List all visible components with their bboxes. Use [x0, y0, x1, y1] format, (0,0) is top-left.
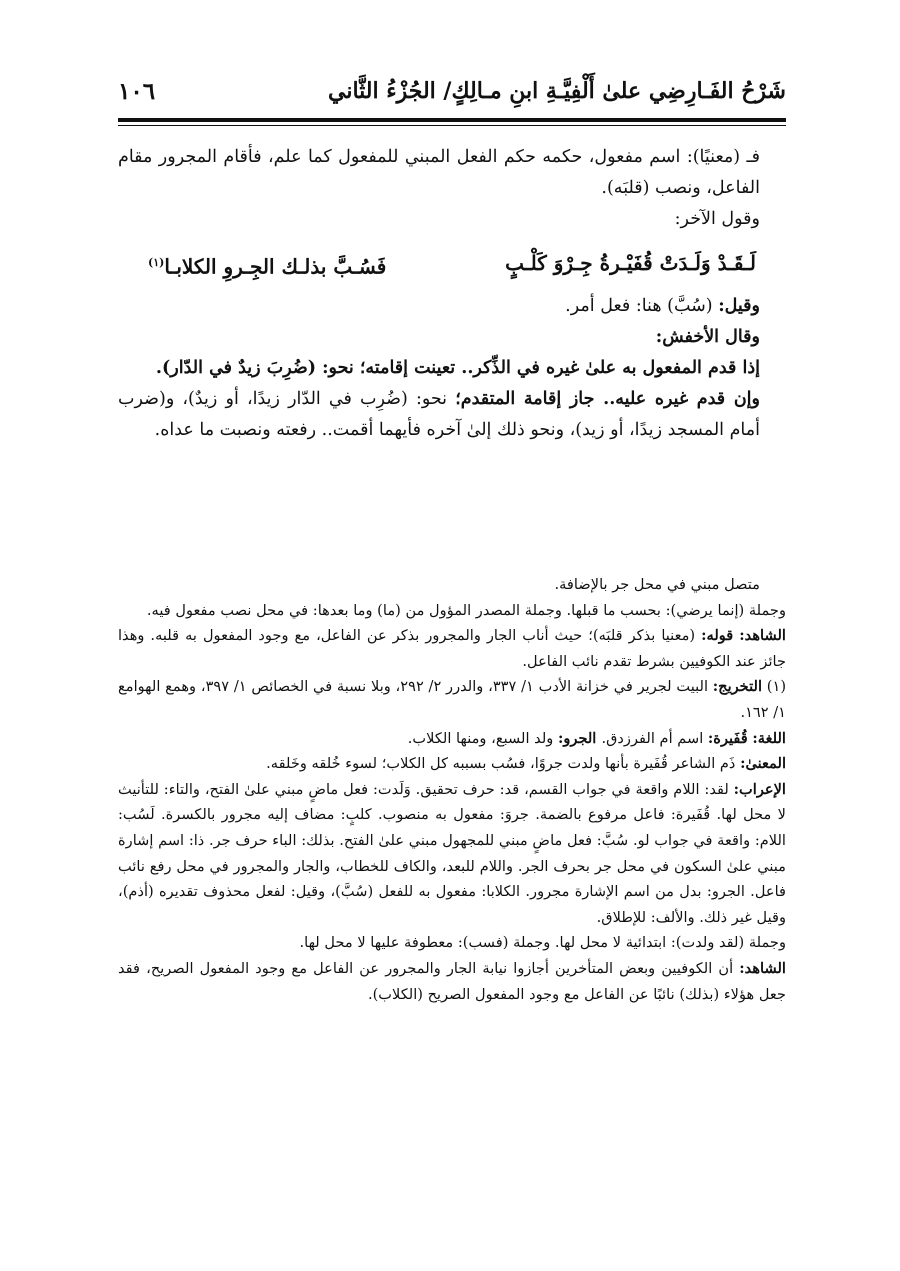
- paragraph: فـ (معنيًا): اسم مفعول، حكمه حكم الفعل المبني للمفعول كما علم، فأقام المجرور مقام الفاعل، ونصب (قلبَه).: [118, 147, 760, 198]
- paragraph: وقول الآخر:: [674, 209, 760, 229]
- footnote-line: اللغة: قُفَيرة: اسم أم الفرزدق. الجرو: ولد السبع، ومنها الكلاب.: [407, 729, 786, 747]
- footnote-line: المعنىٰ: ذَم الشاعر قُفَيرة بأنها ولدت جروًا، فسُب بسببه كل الكلاب؛ لسوء خُلقه وخَلقه.: [266, 755, 786, 773]
- page-number: ١٠٦: [118, 78, 156, 105]
- footnotes: [118, 572, 786, 1007]
- paragraph: وإن قدم غيره عليه.. جاز إقامة المتقدم؛ نحو: (ضُرِب في الدّار زيدًا، أو زيدٌ)، و(ضرب أمام المسجد زيدًا، أو زيد)، ونحو ذلك إلىٰ آخره فأيهما أقمت.. رفعته ونصبت ما عداه.: [118, 388, 760, 440]
- paragraph: وقال الأخفش:: [655, 326, 760, 347]
- page-header: [118, 78, 786, 112]
- paragraph: إذا قدم المفعول به علىٰ غيره في الذِّكر.. تعينت إقامته؛ نحو: (ضُرِبَ زيدٌ في الدّار).: [155, 357, 760, 378]
- footnote-line: الإعراب: لقد: اللام واقعة في جواب القسم، قد: حرف تحقيق. وَلَدت: فعل ماضٍ مبني علىٰ الفتح، والتاء: للتأنيث لا محل لها. قُفَيرة: فاعل مرفوع بالضمة. جروَ: مفعول به منصوب. كلبٍ: مضاف إليه مجرور بالكسرة. لَسُب: اللام: واقعة في جواب لو. سُبَّ: فعل ماضٍ مبني للمجهول مبني علىٰ الفتح. بذلك: الباء حرف جر. ذا: اسم إشارة مبني علىٰ السكون في محل جر بحرف الجر. واللام للبعد، والكاف للخطاب، والجار والمجرور في محل رفع نائب فاعل. الجرو: بدل من اسم الإشارة مجرور. الكلابا: مفعول به للفعل (سُبَّ)، وقيل: لفعل محذوف تقديره (أذم)، وقيل غير ذلك. والألف: للإطلاق.: [118, 780, 786, 926]
- footnote-line: الشاهد: قوله: (معنيا بذكر قلبَه)؛ حيث أناب الجار والمجرور بذكر عن الفاعل، مع وجود المفعول به قلبه. وهذا جائز عند الكوفيين بشرط تقدم نائب الفاعل.: [118, 627, 786, 670]
- main-text: [118, 142, 786, 446]
- running-title: شَرْحُ الفَـارِضِي علىٰ أَلْفِيَّـةِ ابنِ مـالِكٍ/ الجُزْءُ الثَّاني: [327, 78, 786, 104]
- footnote-line: متصل مبني في محل جر بالإضافة.: [554, 576, 760, 593]
- footnote-line: وجملة (إنما يرضي): بحسب ما قبلها. وجملة المصدر المؤول من (ما) وما بعدها: في محل نصب مفعول فيه.: [146, 601, 786, 619]
- header-rule-thin: [118, 125, 786, 126]
- footnote-marker: (١): [148, 256, 165, 269]
- footnote-line: وجملة (لقد ولدت): ابتدائية لا محل لها. وجملة (فسب): معطوفة عليها لا محل لها.: [299, 934, 786, 952]
- poetry-verse: [148, 245, 756, 285]
- footnote-line: (١) التخريج: البيت لجرير في خزانة الأدب ١/ ٣٣٧، والدرر ٢/ ٢٩٢، وبلا نسبة في الخصائص ١/ ٣٩٧، وهمع الهوامع ١/ ١٦٢.: [118, 678, 787, 721]
- header-rule-thick: [118, 118, 786, 122]
- verse-first-hemistich: لَـقَـدْ وَلَـدَتْ قُفَيْـرةُ جِـرْوَ كَلْـبٍ: [505, 251, 756, 275]
- footnote-number: (١): [766, 678, 787, 696]
- verse-second-hemistich: فَسُـبَّ بذلـك الجِـروِ الكلابـا$^{(١)}$: [148, 254, 387, 279]
- paragraph: وقيل: (سُبَّ) هنا: فعل أمر.: [565, 295, 760, 316]
- footnote-line: الشاهد: أن الكوفيين وبعض المتأخرين أجازوا نيابة الجار والمجرور عن الفاعل مع وجود المفعول الصريح، فقد جعل هؤلاء (بذلك) نائبًا عن الفاعل مع وجود المفعول الصريح (الكلاب).: [118, 959, 786, 1003]
